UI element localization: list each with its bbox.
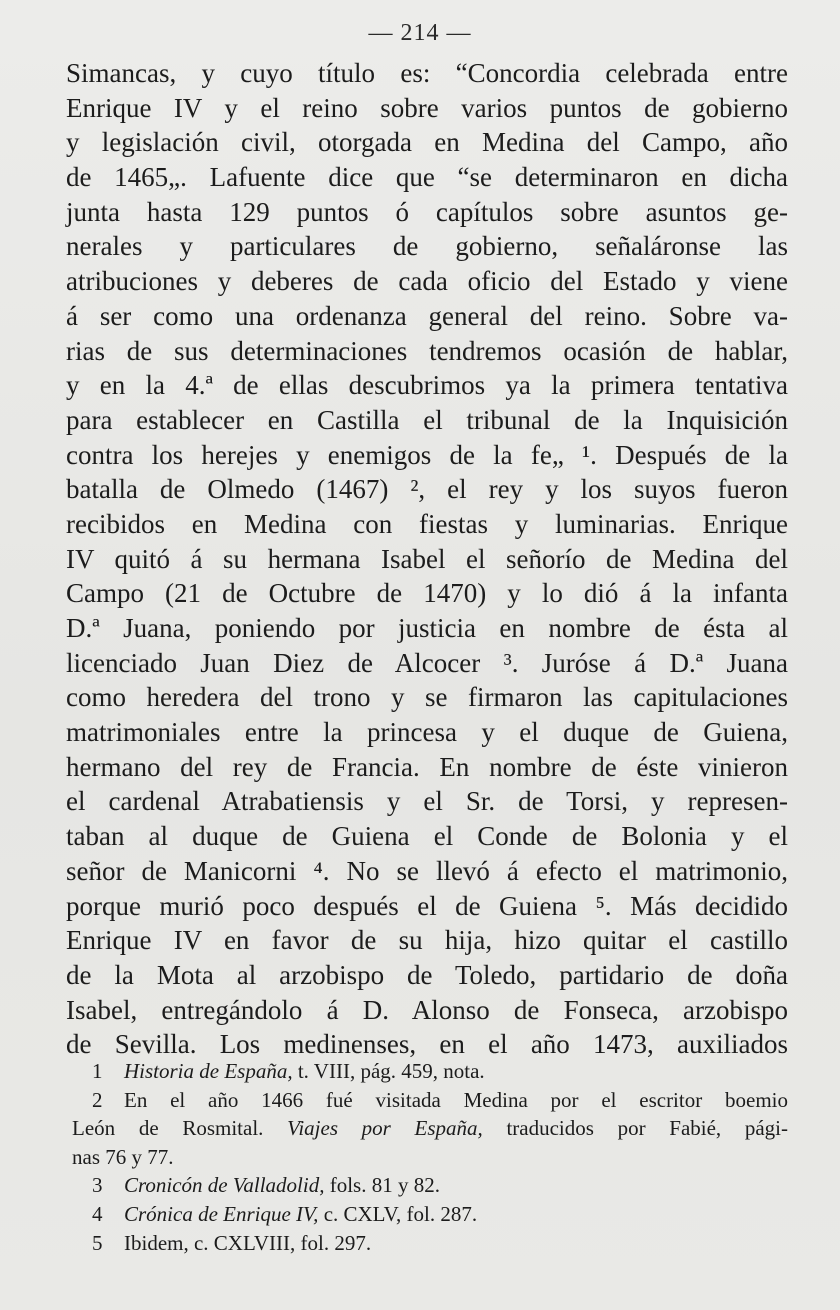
footnote-text: traducidos por Fabié, pági- <box>482 1116 788 1141</box>
text-line: y legislación civil, otorgada en Medina del Campo, año <box>66 127 788 158</box>
text-line: licenciado Juan Diez de Alcocer ³. Juróse á D.ª Juana <box>66 647 788 678</box>
footnote-2-end: nas 76 y 77. <box>72 1144 174 1169</box>
footnote-1 <box>72 1057 788 1086</box>
footnote-number: 5 <box>92 1230 103 1255</box>
footnote-title: Cronicón de Valladolid, <box>124 1173 325 1198</box>
footnote-2-cont <box>72 1114 788 1143</box>
footnote-title: Crónica de Enrique IV, <box>124 1201 319 1226</box>
text-line: recibidos en Medina con fiestas y luminarias. Enrique <box>66 508 788 539</box>
text-line: nerales y particulares de gobierno, señaláronse las <box>66 231 788 262</box>
text-line: Enrique IV en favor de su hija, hizo quitar el castillo <box>66 925 788 956</box>
text-line: de Sevilla. Los medinenses, en el año 1473, auxiliados <box>66 1029 788 1060</box>
footnote-title: Viajes por España, <box>287 1116 483 1141</box>
footnote-number: 1 <box>92 1059 103 1083</box>
footnote-4 <box>72 1200 788 1229</box>
text-line: Enrique IV y el reino sobre varios puntos de gobierno <box>66 92 788 123</box>
text-line: como heredera del trono y se firmaron las capitulaciones <box>66 682 788 713</box>
text-line: contra los herejes y enemigos de la fe„ ¹. Después de la <box>66 439 788 470</box>
text-line: porque murió poco después el de Guiena ⁵. Más decidido <box>66 890 788 921</box>
text-line: de 1465„. Lafuente dice que “se determinaron en dicha <box>66 162 788 193</box>
footnote-number: 2 <box>92 1087 103 1112</box>
text-line: hermano del rey de Francia. En nombre de éste vinieron <box>66 751 788 782</box>
footnote-5 <box>72 1229 788 1258</box>
footnote-text: t. VIII, pág. 459, nota. <box>292 1059 485 1083</box>
footnote-text: Ibidem, c. CXLVIII, fol. 297. <box>124 1230 372 1255</box>
footnote-2 <box>72 1086 788 1115</box>
footnote-text: León de Rosmital. <box>72 1116 288 1141</box>
text-line: taban al duque de Guiena el Conde de Bolonia y el <box>66 821 788 852</box>
text-line: junta hasta 129 puntos ó capítulos sobre asuntos ge- <box>66 196 788 227</box>
footnote-text: En el año 1466 fué visitada Medina por el escritor boemio <box>124 1087 788 1112</box>
text-line: Isabel, entregándolo á D. Alonso de Fonseca, arzobispo <box>66 994 788 1025</box>
body-text <box>66 56 788 1062</box>
text-line: para establecer en Castilla el tribunal de la Inquisición <box>66 404 788 435</box>
footnote-3 <box>72 1171 788 1200</box>
text-line: Campo (21 de Octubre de 1470) y lo dió á la infanta <box>66 578 788 609</box>
footnotes <box>72 1057 788 1257</box>
footnote-number: 4 <box>92 1201 103 1226</box>
text-line: señor de Manicorni ⁴. No se llevó á efecto el matrimonio, <box>66 855 788 886</box>
footnote-number: 3 <box>92 1173 103 1198</box>
text-line: de la Mota al arzobispo de Toledo, partidario de doña <box>66 959 788 990</box>
text-line: IV quitó á su hermana Isabel el señorío de Medina del <box>66 543 788 574</box>
page-number: — 214 — <box>368 20 472 46</box>
text-line: matrimoniales entre la princesa y el duque de Guiena, <box>66 717 788 748</box>
text-line: el cardenal Atrabatiensis y el Sr. de Torsi, y represen- <box>66 786 788 817</box>
text-line: batalla de Olmedo (1467) ², el rey y los suyos fueron <box>66 474 788 505</box>
footnote-text: fols. 81 y 82. <box>324 1173 440 1198</box>
text-line: y en la 4.ª de ellas descubrimos ya la primera tentativa <box>66 370 788 401</box>
footnote-title: Historia de España, <box>124 1059 293 1083</box>
text-line: rias de sus determinaciones tendremos ocasión de hablar, <box>66 335 788 366</box>
footnote-text: c. CXLV, fol. 287. <box>318 1201 478 1226</box>
text-line: á ser como una ordenanza general del reino. Sobre va- <box>66 300 788 331</box>
text-line: D.ª Juana, poniendo por justicia en nombre de ésta al <box>66 613 788 643</box>
text-line: atribuciones y deberes de cada oficio del Estado y viene <box>66 266 788 297</box>
text-line: Simancas, y cuyo título es: “Concordia celebrada entre <box>66 58 788 88</box>
